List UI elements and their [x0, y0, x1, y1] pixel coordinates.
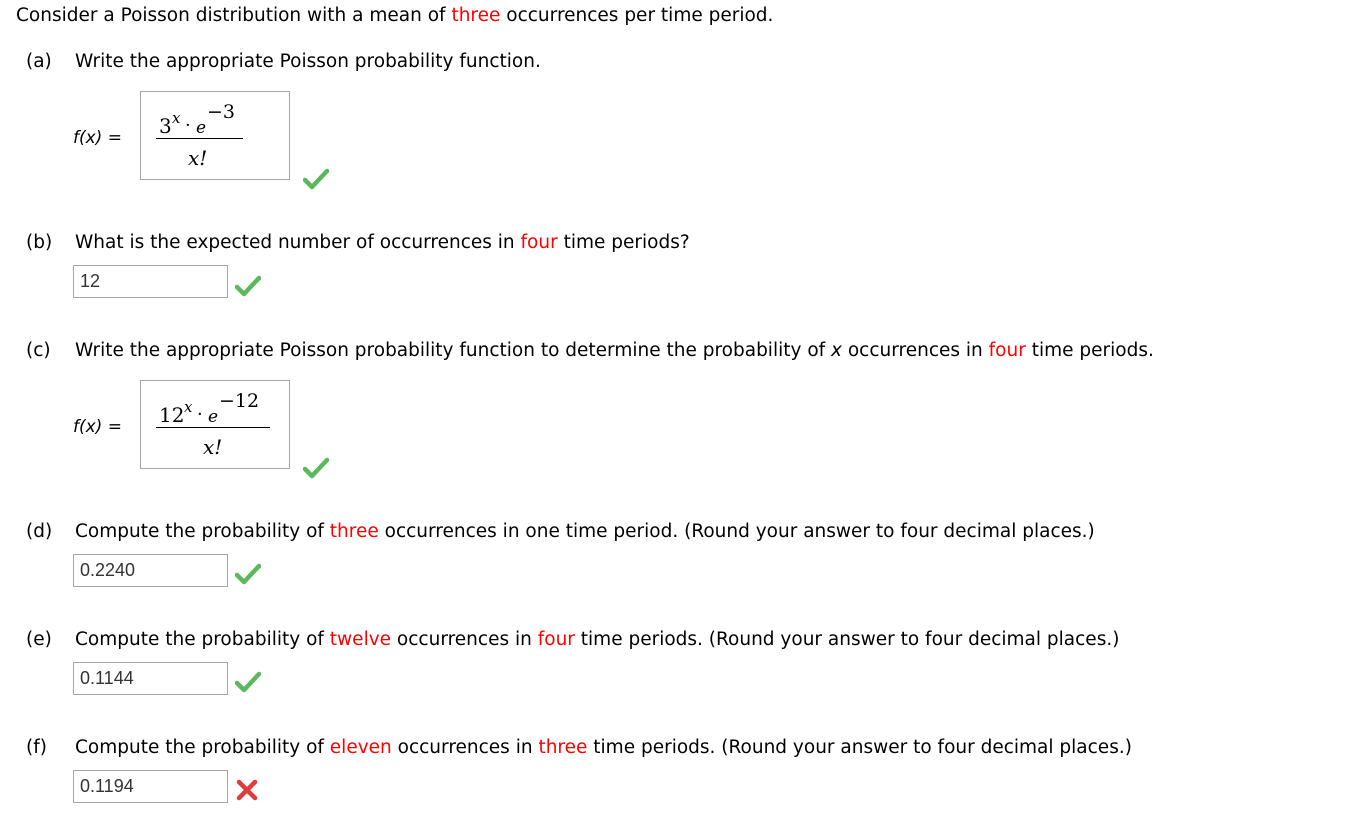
part-f-highlight-2: three: [538, 737, 588, 758]
part-b-question-text-2: time periods?: [557, 232, 690, 253]
part-c-e: e: [208, 407, 219, 427]
part-b-question-text-1: What is the expected number of occurrences in: [75, 232, 521, 253]
part-d-question: [26, 520, 1095, 544]
part-f-question-text-2: occurrences in: [391, 737, 539, 758]
part-c-fx-prefix: f(x): [73, 417, 103, 437]
part-a-exponent: x: [172, 109, 181, 127]
part-c-answer-box[interactable]: [140, 380, 290, 469]
part-c-question-text-1: Write the appropriate Poisson probability function to determine the probability of: [75, 340, 832, 361]
part-b-label: (b): [26, 232, 53, 253]
part-d-label: (d): [26, 521, 53, 542]
part-f-question: [26, 736, 1132, 760]
part-a-e: e: [196, 118, 207, 138]
part-b-highlight: four: [520, 232, 558, 253]
part-a-label: (a): [26, 51, 52, 72]
part-e-question-text-1: Compute the probability of: [75, 629, 330, 650]
part-c-question-text-3: time periods.: [1025, 340, 1154, 361]
part-a-fx-label: [73, 127, 122, 149]
part-e-highlight-2: four: [537, 629, 575, 650]
part-a-e-exponent: −3: [207, 101, 236, 123]
part-c-equals: =: [107, 417, 122, 437]
part-e-status-check-icon: [235, 671, 261, 693]
part-d-highlight: three: [329, 521, 379, 542]
part-e-question: [26, 628, 1119, 652]
part-a-dot: ·: [185, 115, 191, 136]
part-e-highlight-1: twelve: [329, 629, 392, 650]
part-c-exponent: x: [184, 398, 193, 416]
part-c-e-exponent: −12: [219, 390, 260, 412]
part-e-label: (e): [26, 629, 52, 650]
part-b-question: [26, 231, 690, 255]
part-e-question-text-2: occurrences in: [391, 629, 538, 650]
part-c-denominator: x!: [203, 435, 223, 459]
part-f-status-cross-icon: [234, 779, 260, 801]
part-c-base: 12: [159, 403, 185, 427]
part-c-highlight: four: [988, 340, 1026, 361]
part-a-status-check-icon: [303, 168, 329, 190]
intro-text-after: occurrences per time period.: [500, 5, 774, 26]
part-d-question-text-1: Compute the probability of: [75, 521, 330, 542]
part-d-question-text-2: occurrences in one time period. (Round your answer to four decimal places.): [378, 521, 1095, 542]
intro-text-before: Consider a Poisson distribution with a mean of: [16, 5, 452, 26]
part-e-answer-input[interactable]: 0.1144: [73, 662, 228, 695]
part-f-question-text-1: Compute the probability of: [75, 737, 330, 758]
intro-highlight: three: [451, 5, 501, 26]
part-c-label: (c): [26, 340, 51, 361]
part-a-fx-prefix: f(x): [73, 128, 103, 148]
part-a-denominator: x!: [188, 146, 208, 170]
part-b-status-check-icon: [235, 275, 261, 297]
part-c-fraction-bar: [156, 427, 270, 428]
part-f-question-text-3: time periods. (Round your answer to four decimal places.): [587, 737, 1132, 758]
part-a-equals: =: [107, 128, 122, 148]
part-c-status-check-icon: [303, 457, 329, 479]
part-a-question: [26, 50, 541, 74]
part-f-answer-input[interactable]: 0.1194: [73, 770, 228, 803]
part-a-answer-box[interactable]: [140, 91, 290, 180]
part-a-question-text: Write the appropriate Poisson probability function.: [75, 51, 541, 72]
part-c-dot: ·: [197, 404, 203, 425]
part-b-answer-input[interactable]: 12: [73, 265, 228, 298]
problem-intro: [16, 4, 773, 28]
part-c-var: x: [831, 340, 842, 361]
part-f-highlight-1: eleven: [329, 737, 392, 758]
part-d-status-check-icon: [235, 563, 261, 585]
part-c-question-text-2: occurrences in: [841, 340, 989, 361]
part-e-question-text-3: time periods. (Round your answer to four decimal places.): [574, 629, 1120, 650]
part-f-label: (f): [26, 737, 47, 758]
part-c-question: [26, 339, 1154, 363]
part-c-fx-label: [73, 416, 122, 438]
part-d-answer-input[interactable]: 0.2240: [73, 554, 228, 587]
part-a-fraction-bar: [156, 138, 243, 139]
part-a-base: 3: [159, 114, 172, 138]
